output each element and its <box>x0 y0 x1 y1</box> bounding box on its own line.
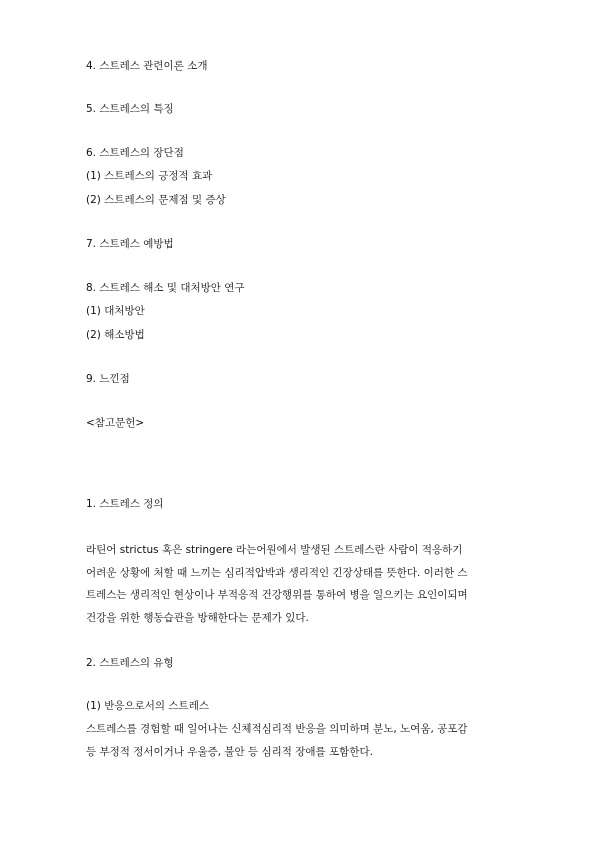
section-1-paragraph <box>86 543 526 633</box>
section-2-1-heading: (1) 반응으로서의 스트레스 <box>86 700 209 712</box>
paragraph-line: 라틴어 strictus 혹은 stringere 라는어원에서 발생된 스트레스란 사람이 적응하기 <box>86 544 463 556</box>
toc-references: <참고문헌> <box>86 417 145 429</box>
paragraph-line: 어려운 상황에 처할 때 느끼는 심리적압박과 생리적인 긴장상태를 뜻한다. 이러한 스 <box>86 566 468 579</box>
toc-item-6-2: (2) 스트레스의 문제점 및 증상 <box>86 194 226 206</box>
toc-item-8-1: (1) 대처방안 <box>86 305 145 317</box>
section-2-heading: 2. 스트레스의 유형 <box>86 657 174 669</box>
toc-item-8-2: (2) 해소방법 <box>86 329 145 341</box>
paragraph-line: 등 부정적 정서이거나 우울증, 불안 등 심리적 장애를 포함한다. <box>86 745 373 758</box>
paragraph-line: 트레스는 생리적인 현상이나 부적응적 건강행위를 통하여 병을 일으키는 요인이되며 <box>86 589 468 601</box>
section-1-heading: 1. 스트레스 정의 <box>86 498 164 510</box>
paragraph-line: 스트레스를 경험할 때 일어나는 신체적심리적 반응을 의미하며 분노, 노여움, 공포감 <box>86 723 468 735</box>
toc-item-5: 5. 스트레스의 특징 <box>86 103 174 115</box>
toc-item-6: 6. 스트레스의 장단점 <box>86 147 184 159</box>
toc-item-9: 9. 느낀점 <box>86 373 130 385</box>
toc-item-6-1: (1) 스트레스의 긍정적 효과 <box>86 170 213 182</box>
section-2-1-paragraph <box>86 722 526 767</box>
toc-item-4: 4. 스트레스 관련이론 소개 <box>86 60 208 72</box>
paragraph-line: 건강을 위한 행동습관을 방해한다는 문제가 있다. <box>86 611 309 624</box>
toc-item-8: 8. 스트레스 해소 및 대처방안 연구 <box>86 282 245 294</box>
toc-item-7: 7. 스트레스 예방법 <box>86 238 174 250</box>
